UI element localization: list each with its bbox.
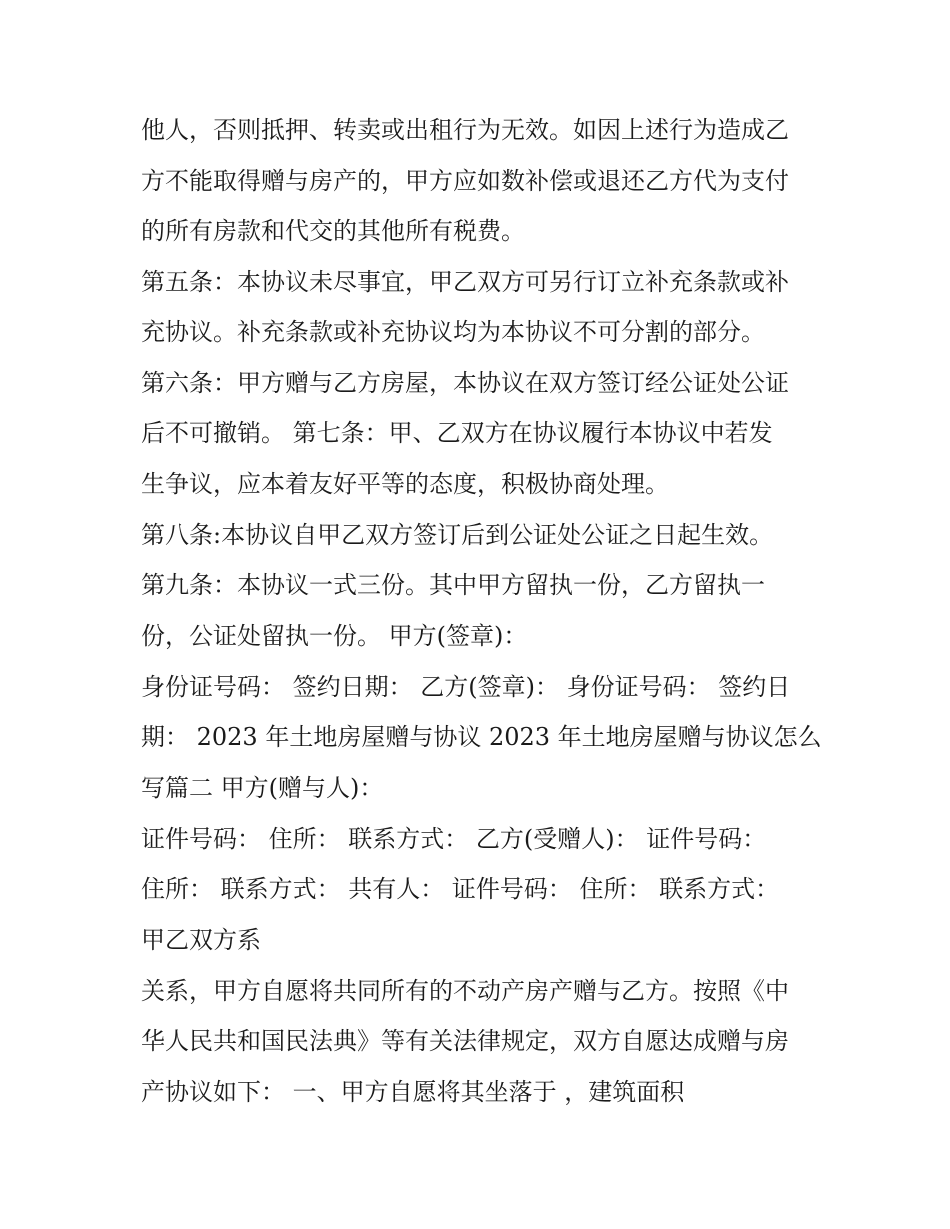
text-line: 关系，甲方自愿将共同所有的不动产房产赠与乙方。按照《中 <box>141 977 789 1005</box>
text-line: 身份证号码： 签约日期： 乙方(签章)： 身份证号码： 签约日 <box>141 673 791 701</box>
text-line: 住所： 联系方式： 共有人： 证件号码： 住所： 联系方式： <box>141 875 780 903</box>
text-line: 生争议，应本着友好平等的态度，积极协商处理。 <box>141 470 669 498</box>
text-line: 第六条：甲方赠与乙方房屋，本协议在双方签订经公证处公证 <box>141 369 789 397</box>
text-line: 份，公证处留执一份。 甲方(签章)： <box>141 622 528 650</box>
text-line: 第八条:本协议自甲乙双方签订后到公证处公证之日起生效。 <box>141 521 774 549</box>
text-line: 产协议如下： 一、甲方自愿将其坐落于 ，建筑面积 <box>141 1078 685 1106</box>
text-line: 期： 2023 年土地房屋赠与协议 2023 年土地房屋赠与协议怎么 <box>141 723 822 751</box>
text-line: 证件号码： 住所： 联系方式： 乙方(受赠人)： 证件号码： <box>141 825 767 853</box>
text-line: 的所有房款和代交的其他所有税费。 <box>141 217 525 245</box>
text-line: 后不可撤销。 第七条：甲、乙双方在协议履行本协议中若发 <box>141 419 773 447</box>
text-line: 写篇二 甲方(赠与人)： <box>141 774 384 802</box>
text-line: 华人民共和国民法典》等有关法律规定，双方自愿达成赠与房 <box>141 1027 789 1055</box>
text-line: 他人，否则抵押、转卖或出租行为无效。如因上述行为造成乙 <box>141 116 789 144</box>
text-line: 甲乙双方系 <box>141 926 261 954</box>
text-line: 第九条：本协议一式三份。其中甲方留执一份，乙方留执一 <box>141 571 765 599</box>
text-line: 第五条：本协议未尽事宜，甲乙双方可另行订立补充条款或补 <box>141 268 789 296</box>
text-line: 充协议。补充条款或补充协议均为本协议不可分割的部分。 <box>141 318 765 346</box>
text-line: 方不能取得赠与房产的，甲方应如数补偿或退还乙方代为支付 <box>141 167 789 195</box>
